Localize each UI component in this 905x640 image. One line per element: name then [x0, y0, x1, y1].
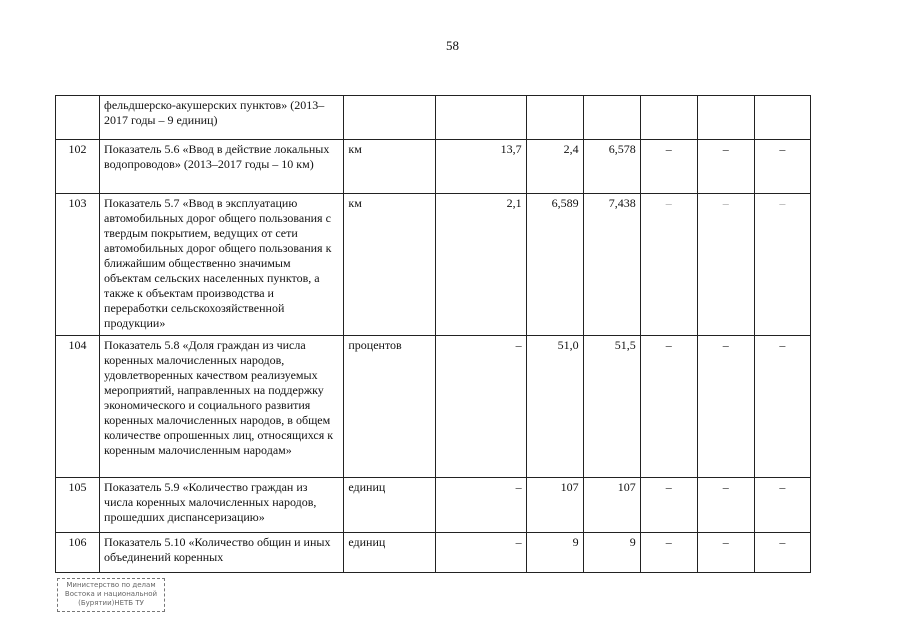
- value-cell: 51,5: [583, 336, 640, 478]
- indicator-name: Показатель 5.7 «Ввод в эксплуатацию автомобильных дорог общего пользования с твердым покрытием, ведущих от сети автомобильных дорог общего пользования к ближайшим общественно значимым объектам сельских населенных пунктов, а также к объектам производства и переработки сельскохозяйственной продукции»: [100, 194, 344, 336]
- row-number: 102: [56, 140, 100, 194]
- indicator-name: Показатель 5.9 «Количество граждан из числа коренных малочисленных народов, прошедших диспансеризацию»: [100, 478, 344, 533]
- value-cell: 7,438: [583, 194, 640, 336]
- unit-cell: единиц: [344, 478, 436, 533]
- value-cell: 2,4: [526, 140, 583, 194]
- value-cell: –: [436, 533, 526, 573]
- row-number: 106: [56, 533, 100, 573]
- indicator-name: Показатель 5.10 «Количество общин и иных объединений коренных: [100, 533, 344, 573]
- value-cell: –: [754, 533, 810, 573]
- value-cell: 13,7: [436, 140, 526, 194]
- table-row: [56, 96, 811, 140]
- value-cell: –: [754, 140, 810, 194]
- value-cell: 6,589: [526, 194, 583, 336]
- value-cell: –: [640, 336, 697, 478]
- row-number: 105: [56, 478, 100, 533]
- table-row: [56, 336, 811, 478]
- indicator-name: Показатель 5.6 «Ввод в действие локальных водопроводов» (2013–2017 годы – 10 км): [100, 140, 344, 194]
- registration-stamp: [57, 578, 165, 612]
- table-row: [56, 140, 811, 194]
- table-row: [56, 533, 811, 573]
- value-cell: –: [436, 336, 526, 478]
- indicator-name: Показатель 5.8 «Доля граждан из числа коренных малочисленных народов, удовлетворенных качеством реализуемых мероприятий, направленных на поддержку экономического и социального развития коренных малочисленных народов, в общем количестве опрошенных лиц, относящихся к коренным малочисленным народам»: [100, 336, 344, 478]
- value-cell: –: [754, 194, 810, 336]
- value-cell: –: [697, 533, 754, 573]
- unit-cell: [344, 96, 436, 140]
- value-cell: [754, 96, 810, 140]
- indicators-table: [55, 95, 811, 573]
- value-cell: –: [697, 140, 754, 194]
- value-cell: –: [697, 336, 754, 478]
- value-cell: 9: [583, 533, 640, 573]
- unit-cell: единиц: [344, 533, 436, 573]
- value-cell: –: [640, 478, 697, 533]
- value-cell: [436, 96, 526, 140]
- value-cell: –: [697, 194, 754, 336]
- value-cell: 107: [583, 478, 640, 533]
- value-cell: [640, 96, 697, 140]
- row-number: 104: [56, 336, 100, 478]
- value-cell: –: [697, 478, 754, 533]
- table-row: [56, 478, 811, 533]
- value-cell: –: [640, 533, 697, 573]
- value-cell: 107: [526, 478, 583, 533]
- page-number: 58: [446, 38, 459, 53]
- value-cell: [697, 96, 754, 140]
- row-number: [56, 96, 100, 140]
- table-row: [56, 194, 811, 336]
- unit-cell: км: [344, 194, 436, 336]
- value-cell: [526, 96, 583, 140]
- value-cell: [583, 96, 640, 140]
- indicator-name: фельдшерско-акушерских пунктов» (2013–2017 годы – 9 единиц): [100, 96, 344, 140]
- value-cell: –: [640, 194, 697, 336]
- value-cell: –: [640, 140, 697, 194]
- value-cell: 6,578: [583, 140, 640, 194]
- value-cell: –: [754, 336, 810, 478]
- value-cell: 51,0: [526, 336, 583, 478]
- value-cell: –: [754, 478, 810, 533]
- value-cell: –: [436, 478, 526, 533]
- stamp-line: Министерство по делам: [66, 581, 156, 589]
- value-cell: 2,1: [436, 194, 526, 336]
- stamp-line: (Бурятии)НЕТБ ТУ: [78, 599, 144, 607]
- row-number: 103: [56, 194, 100, 336]
- stamp-line: Востока и национальной: [64, 590, 158, 598]
- unit-cell: км: [344, 140, 436, 194]
- value-cell: 9: [526, 533, 583, 573]
- unit-cell: процентов: [344, 336, 436, 478]
